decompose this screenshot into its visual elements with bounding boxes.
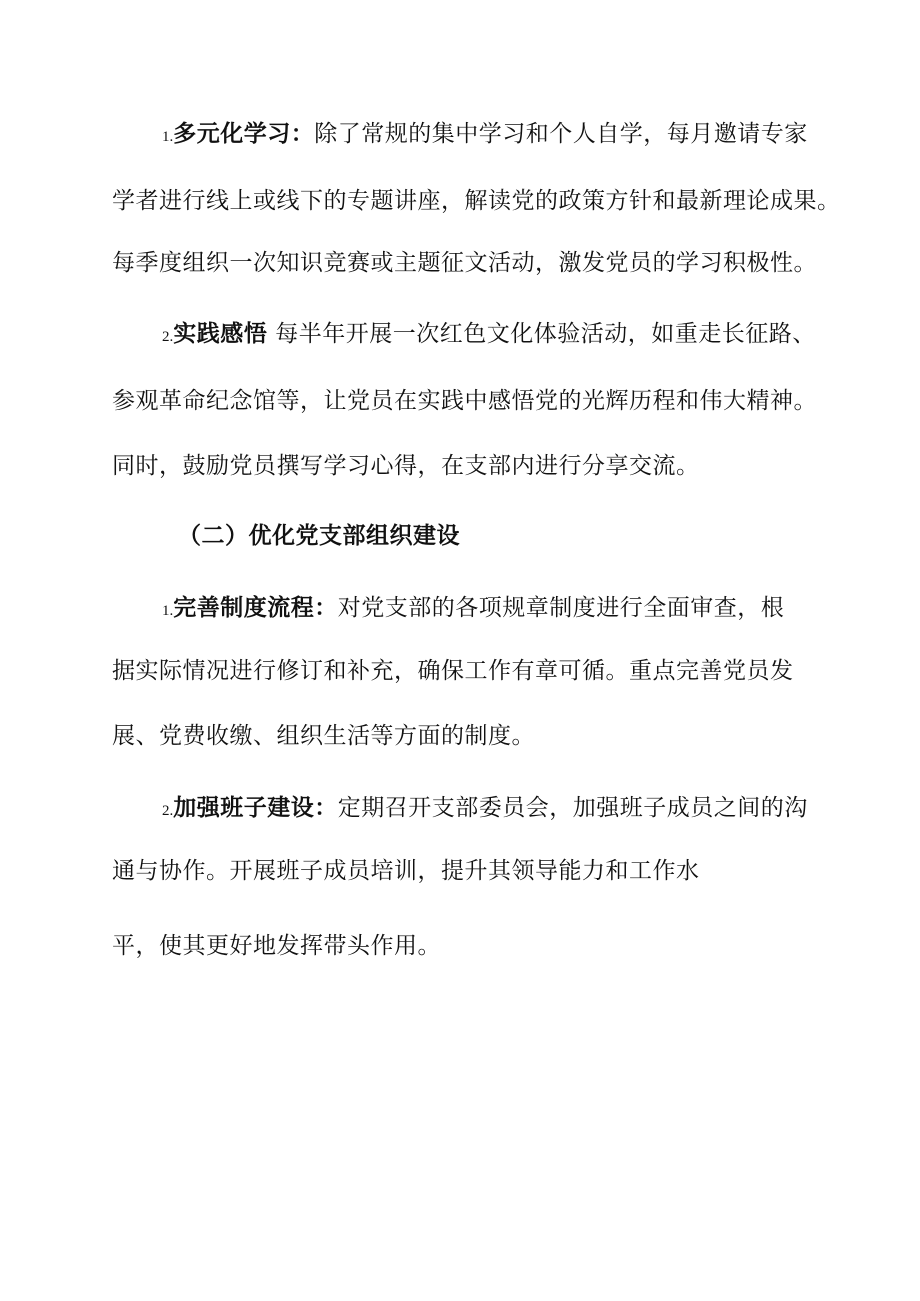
paragraph-text: 对党支部的各项规章制度进行全面审查，根 [337, 595, 785, 621]
paragraph-line: 参观革命纪念馆等，让党员在实践中感悟党的光辉历程和伟大精神。 [112, 388, 817, 414]
item-number-dot: . [169, 603, 174, 619]
item-title: 多元化学习： [173, 120, 315, 147]
paragraph-line [162, 592, 784, 627]
paragraph-line: 学者进行线上或线下的专题讲座，解读党的政策方针和最新理论成果。 [112, 188, 841, 214]
item-title: 完善制度流程： [173, 594, 338, 621]
item-number: 1 [162, 129, 170, 145]
paragraph-text: 定期召开支部委员会，加强班子成员之间的沟 [337, 795, 808, 821]
item-title: 实践感悟 [173, 320, 268, 347]
paragraph-line: 展、党费收缴、组织生活等方面的制度。 [112, 723, 535, 749]
item-number: 1 [162, 603, 170, 619]
paragraph-line: 同时，鼓励党员撰写学习心得，在支部内进行分享交流。 [112, 453, 700, 479]
paragraph-line [162, 118, 808, 153]
paragraph-line: 通与协作。开展班子成员培训，提升其领导能力和工作水 [112, 858, 700, 884]
paragraph-line: 平，使其更好地发挥带头作用。 [112, 933, 441, 959]
item-number-dot: . [169, 803, 174, 819]
item-number-dot: . [169, 129, 174, 145]
paragraph-text: 除了常规的集中学习和个人自学，每月邀请专家 [314, 121, 808, 147]
paragraph-line [162, 318, 816, 353]
paragraph-text: 每半年开展一次红色文化体验活动，如重走长征路、 [275, 321, 816, 347]
paragraph-line: 每季度组织一次知识竞赛或主题征文活动，激发党员的学习积极性。 [112, 250, 817, 276]
paragraph-line: 据实际情况进行修订和补充，确保工作有章可循。重点完善党员发 [112, 658, 794, 684]
item-number-dot: . [169, 329, 174, 345]
item-number: 2 [162, 803, 170, 819]
item-number: 2 [162, 329, 170, 345]
item-title: 加强班子建设： [173, 794, 338, 821]
paragraph-line [162, 792, 808, 827]
section-heading: （二）优化党支部组织建设 [178, 522, 460, 549]
